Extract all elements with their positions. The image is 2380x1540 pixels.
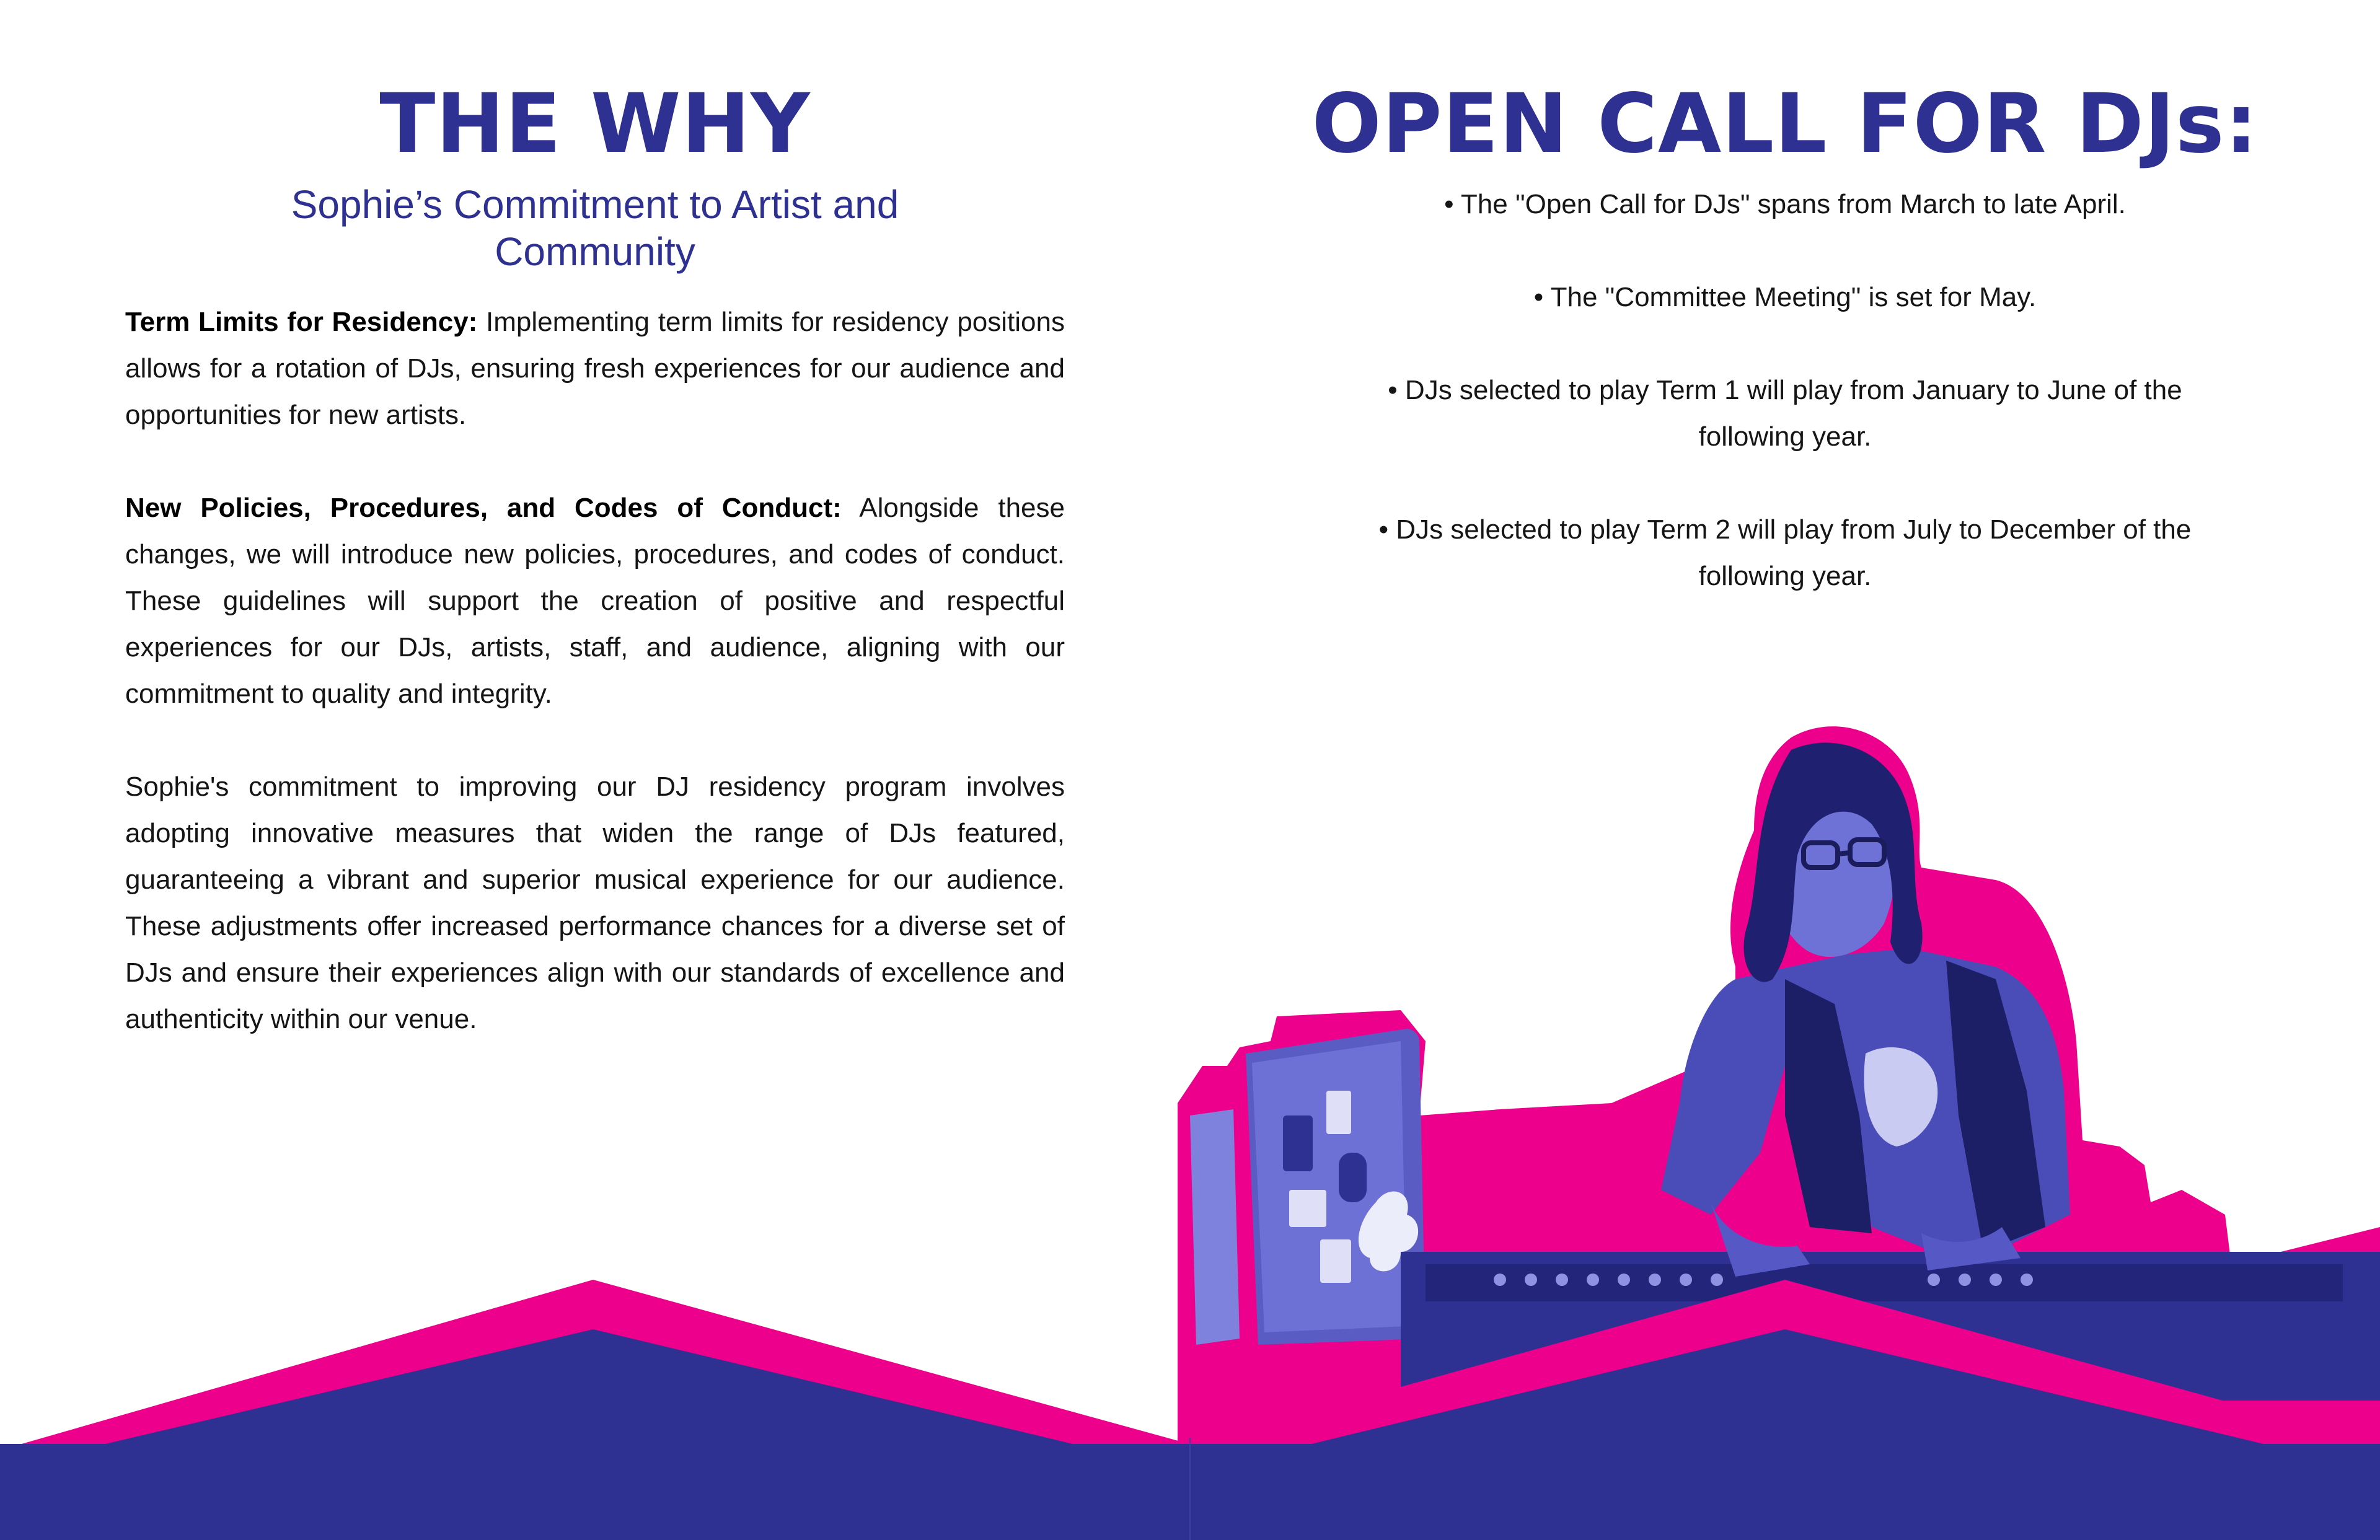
right-page bbox=[1302, 76, 2268, 646]
paragraph-text: Sophie's commitment to improving our DJ residency program involves adopting innovative measures that widen the range of DJs featured, guaranteeing a vibrant and superior musical experience for our audience. These adjustments offer increased performance chances for a diverse set of DJs and ensure their experiences align with our standards of excellence and authenticity within our venue. bbox=[125, 772, 1065, 1034]
open-call-bullet-list bbox=[1351, 181, 2219, 599]
paragraph-text: Alongside these changes, we will introduce new policies, procedures, and codes of conduct. These guidelines will support the creation of positive and respectful experiences for our DJs, artists, staff, and audience, aligning with our commitment to quality and integrity. bbox=[125, 493, 1065, 709]
paragraph-term-limits bbox=[125, 299, 1065, 438]
bullet-open-call-dates: • The "Open Call for DJs" spans from March to late April. bbox=[1444, 189, 2126, 219]
paragraph-text: Implementing term limits for residency positions allows for a rotation of DJs, ensuring fresh experiences for our audience and opportunities for new artists. bbox=[125, 307, 1065, 430]
bullet-committee-meeting: • The "Committee Meeting" is set for May. bbox=[1533, 282, 2037, 312]
left-page bbox=[125, 76, 1065, 1089]
page-fold-divider bbox=[1189, 1438, 1191, 1540]
page-title-the-why: THE WHY bbox=[379, 76, 811, 172]
paragraph-lead: New Policies, Procedures, and Codes of Conduct: bbox=[125, 493, 842, 523]
paragraph-lead: Term Limits for Residency: bbox=[125, 307, 478, 337]
body-paragraphs bbox=[125, 299, 1065, 1042]
bullet-term-1: • DJs selected to play Term 1 will play from January to June of the following year. bbox=[1388, 375, 2182, 452]
page-title-open-call: OPEN CALL FOR DJs: bbox=[1311, 76, 2259, 172]
paragraph-commitment bbox=[125, 763, 1065, 1042]
bullet-term-2: • DJs selected to play Term 2 will play from July to December of the following year. bbox=[1378, 514, 2192, 591]
paragraph-policies bbox=[125, 485, 1065, 717]
page-subtitle: Sophie’s Commitment to Artist and Community bbox=[291, 182, 899, 274]
